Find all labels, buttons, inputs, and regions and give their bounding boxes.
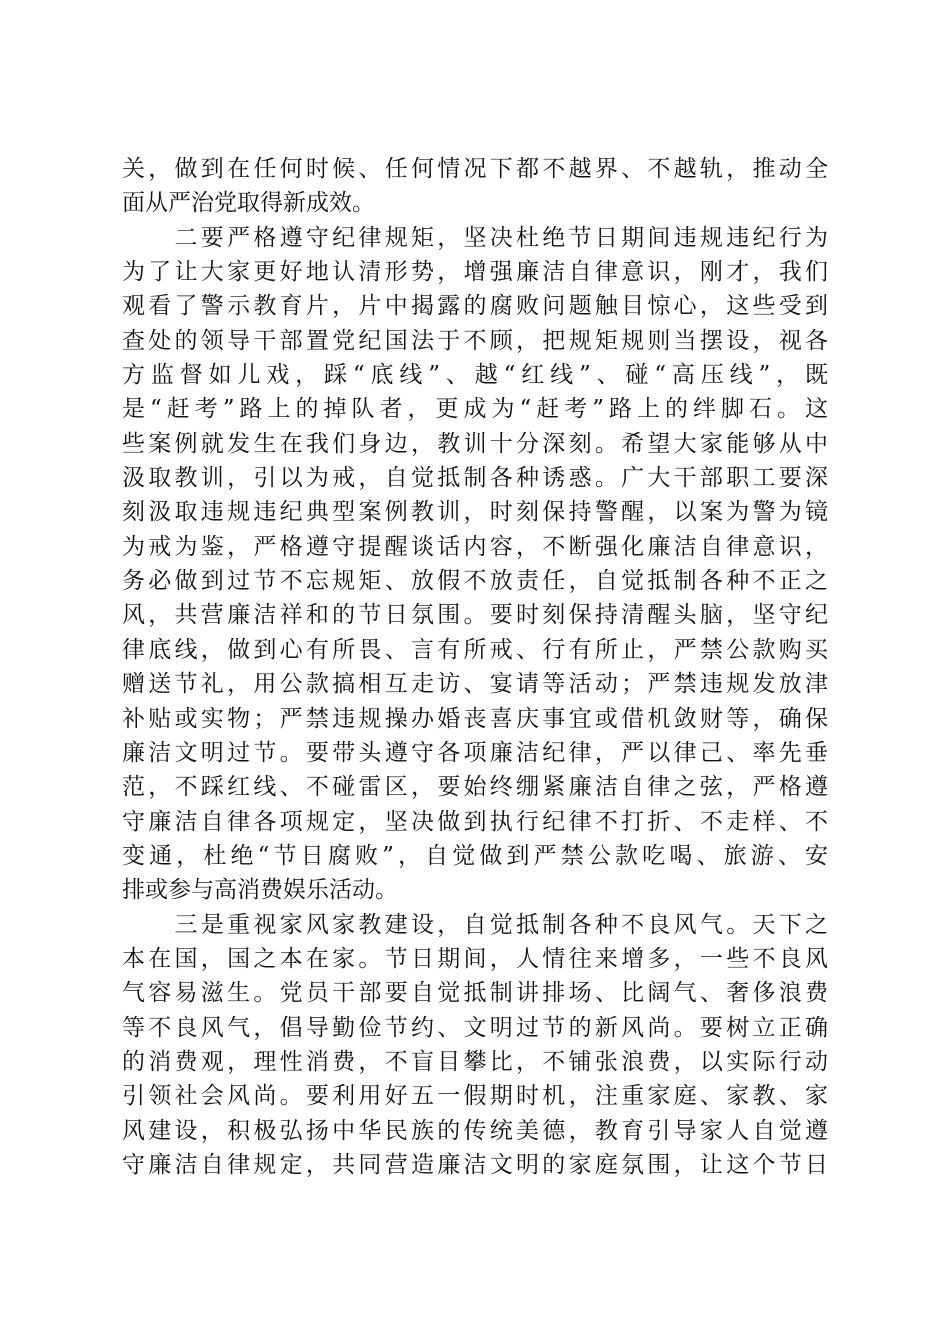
text-line: 守廉洁自律各项规定，坚决做到执行纪律不打折、不走样、不 <box>122 808 828 835</box>
text-line: 引领社会风尚。要利用好五一假期时机，注重家庭、家教、家 <box>122 1083 828 1110</box>
text-line: 是“赶考”路上的掉队者，更成为“赶考”路上的绊脚石。这 <box>122 396 828 423</box>
text-line: 查处的领导干部置党纪国法于不顾，把规矩规则当摆设，视各 <box>122 327 828 354</box>
text-line: 赠送节礼，用公款搞相互走访、宴请等活动；严禁违规发放津 <box>122 671 828 698</box>
text-line: 为了让大家更好地认清形势，增强廉洁自律意识，刚才，我们 <box>122 259 828 286</box>
text-line: 廉洁文明过节。要带头遵守各项廉洁纪律，严以律己、率先垂 <box>122 739 828 766</box>
text-line: 方监督如儿戏，踩“底线”、越“红线”、碰“高压线”，既 <box>122 362 828 389</box>
text-line: 变通，杜绝“节日腐败”，自觉做到严禁公款吃喝、旅游、安 <box>122 842 828 869</box>
text-line: 为戒为鉴，严格遵守提醒谈话内容，不断强化廉洁自律意识， <box>122 533 828 560</box>
text-line: 汲取教训，引以为戒，自觉抵制各种诱惑。广大干部职工要深 <box>122 465 828 492</box>
text-line: 气容易滋生。党员干部要自觉抵制讲排场、比阔气、奢侈浪费 <box>122 980 828 1007</box>
text-line: 二要严格遵守纪律规矩，坚决杜绝节日期间违规违纪行为 <box>122 224 828 251</box>
text-line: 三是重视家风家教建设，自觉抵制各种不良风气。天下之 <box>122 911 828 938</box>
text-line: 些案例就发生在我们身边，教训十分深刻。希望大家能够从中 <box>122 430 828 457</box>
text-line: 关，做到在任何时候、任何情况下都不越界、不越轨，推动全 <box>122 156 828 182</box>
body-text <box>122 152 828 1182</box>
text-line: 风，共营廉洁祥和的节日氛围。要时刻保持清醒头脑，坚守纪 <box>122 602 828 629</box>
text-line: 本在国，国之本在家。节日期间，人情往来增多，一些不良风 <box>122 945 828 972</box>
text-line: 排或参与高消费娱乐活动。 <box>122 877 398 904</box>
text-line: 务必做到过节不忘规矩、放假不放责任，自觉抵制各种不正之 <box>122 568 828 595</box>
text-line: 范，不踩红线、不碰雷区，要始终绷紧廉洁自律之弦，严格遵 <box>122 774 828 801</box>
text-line: 面从严治党取得新成效。 <box>122 190 375 217</box>
text-line: 律底线，做到心有所畏、言有所戒、行有所止，严禁公款购买 <box>122 636 828 663</box>
text-line: 等不良风气，倡导勤俭节约、文明过节的新风尚。要树立正确 <box>122 1014 828 1041</box>
text-line: 补贴或实物；严禁违规操办婚丧喜庆事宜或借机敛财等，确保 <box>122 705 828 732</box>
text-line: 刻汲取违规违纪典型案例教训，时刻保持警醒，以案为警为镜 <box>122 499 828 526</box>
text-line: 观看了警示教育片，片中揭露的腐败问题触目惊心，这些受到 <box>122 293 828 320</box>
text-line: 的消费观，理性消费，不盲目攀比，不铺张浪费，以实际行动 <box>122 1048 828 1075</box>
text-line: 风建设，积极弘扬中华民族的传统美德，教育引导家人自觉遵 <box>122 1117 828 1144</box>
text-line: 守廉洁自律规定，共同营造廉洁文明的家庭氛围，让这个节日 <box>122 1151 828 1178</box>
